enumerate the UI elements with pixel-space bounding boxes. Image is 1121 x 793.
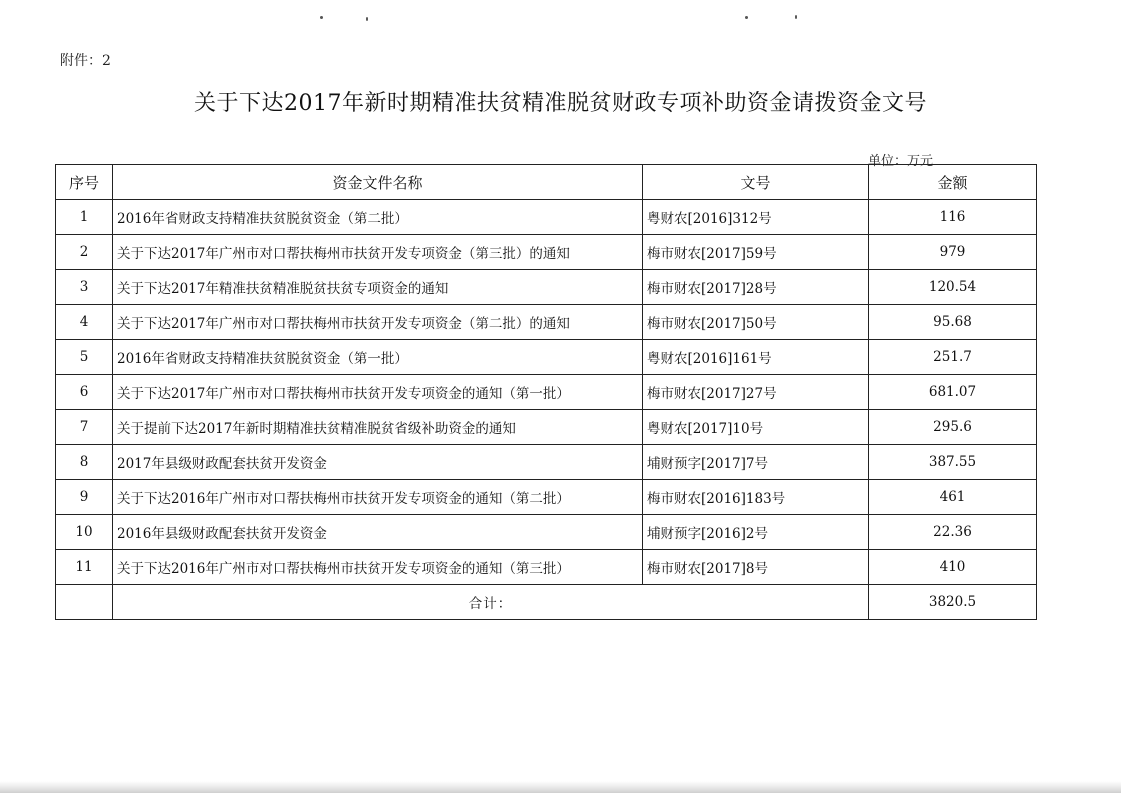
table-row bbox=[56, 480, 1037, 515]
table-row bbox=[56, 375, 1037, 410]
row-amount: 387.55 bbox=[869, 445, 1037, 480]
row-name: 2016年县级财政配套扶贫开发资金 bbox=[113, 515, 643, 550]
row-index: 11 bbox=[56, 550, 113, 585]
row-doc-no: 粤财农[2016]161号 bbox=[643, 340, 869, 375]
row-name: 关于下达2017年广州市对口帮扶梅州市扶贫开发专项资金的通知（第一批） bbox=[113, 375, 643, 410]
row-doc-no: 梅市财农[2017]8号 bbox=[643, 550, 869, 585]
row-name: 关于下达2016年广州市对口帮扶梅州市扶贫开发专项资金的通知（第二批） bbox=[113, 480, 643, 515]
row-doc-no: 梅市财农[2016]183号 bbox=[643, 480, 869, 515]
scan-speck bbox=[745, 16, 748, 19]
table-header-row bbox=[56, 165, 1037, 200]
row-name: 关于下达2017年广州市对口帮扶梅州市扶贫开发专项资金（第二批）的通知 bbox=[113, 305, 643, 340]
total-label: 合计： bbox=[113, 585, 869, 620]
row-doc-no: 粤财农[2016]312号 bbox=[643, 200, 869, 235]
row-name: 关于下达2016年广州市对口帮扶梅州市扶贫开发专项资金的通知（第三批） bbox=[113, 550, 643, 585]
row-name: 关于下达2017年精准扶贫精准脱贫扶贫专项资金的通知 bbox=[113, 270, 643, 305]
row-amount: 120.54 bbox=[869, 270, 1037, 305]
row-name: 2017年县级财政配套扶贫开发资金 bbox=[113, 445, 643, 480]
row-doc-no: 埔财预字[2017]7号 bbox=[643, 445, 869, 480]
row-index: 7 bbox=[56, 410, 113, 445]
table-row bbox=[56, 410, 1037, 445]
row-index: 8 bbox=[56, 445, 113, 480]
table-row bbox=[56, 200, 1037, 235]
header-amount: 金额 bbox=[869, 165, 1037, 200]
table-row bbox=[56, 340, 1037, 375]
scan-speck bbox=[366, 17, 368, 21]
row-amount: 681.07 bbox=[869, 375, 1037, 410]
header-doc-no: 文号 bbox=[643, 165, 869, 200]
table-row bbox=[56, 515, 1037, 550]
row-doc-no: 梅市财农[2017]50号 bbox=[643, 305, 869, 340]
row-amount: 979 bbox=[869, 235, 1037, 270]
row-name: 2016年省财政支持精准扶贫脱贫资金（第二批） bbox=[113, 200, 643, 235]
funds-table bbox=[55, 164, 1037, 620]
row-name: 关于提前下达2017年新时期精准扶贫精准脱贫省级补助资金的通知 bbox=[113, 410, 643, 445]
row-index: 2 bbox=[56, 235, 113, 270]
row-amount: 95.68 bbox=[869, 305, 1037, 340]
row-doc-no: 梅市财农[2017]59号 bbox=[643, 235, 869, 270]
total-amount: 3820.5 bbox=[869, 585, 1037, 620]
table-row bbox=[56, 445, 1037, 480]
document-title: 关于下达2017年新时期精准扶贫精准脱贫财政专项补助资金请拨资金文号 bbox=[194, 91, 927, 116]
row-doc-no: 梅市财农[2017]27号 bbox=[643, 375, 869, 410]
row-amount: 22.36 bbox=[869, 515, 1037, 550]
scan-speck bbox=[795, 15, 797, 19]
row-amount: 116 bbox=[869, 200, 1037, 235]
row-amount: 461 bbox=[869, 480, 1037, 515]
unit-label: 单位：万元 bbox=[868, 154, 934, 169]
row-index: 10 bbox=[56, 515, 113, 550]
row-amount: 410 bbox=[869, 550, 1037, 585]
row-doc-no: 梅市财农[2017]28号 bbox=[643, 270, 869, 305]
row-name: 2016年省财政支持精准扶贫脱贫资金（第一批） bbox=[113, 340, 643, 375]
row-index: 9 bbox=[56, 480, 113, 515]
row-index: 3 bbox=[56, 270, 113, 305]
header-index: 序号 bbox=[56, 165, 113, 200]
scan-speck bbox=[320, 16, 323, 19]
table-row bbox=[56, 550, 1037, 585]
row-index: 5 bbox=[56, 340, 113, 375]
table-row bbox=[56, 235, 1037, 270]
row-amount: 295.6 bbox=[869, 410, 1037, 445]
row-index: 1 bbox=[56, 200, 113, 235]
row-index: 6 bbox=[56, 375, 113, 410]
table-row bbox=[56, 305, 1037, 340]
header-name: 资金文件名称 bbox=[113, 165, 643, 200]
row-amount: 251.7 bbox=[869, 340, 1037, 375]
row-name: 关于下达2017年广州市对口帮扶梅州市扶贫开发专项资金（第三批）的通知 bbox=[113, 235, 643, 270]
table-row bbox=[56, 270, 1037, 305]
row-doc-no: 粤财农[2017]10号 bbox=[643, 410, 869, 445]
total-row bbox=[56, 585, 1037, 620]
attachment-label: 附件：2 bbox=[60, 53, 111, 69]
scan-bottom-edge bbox=[0, 781, 1121, 793]
total-empty-cell bbox=[56, 585, 113, 620]
row-doc-no: 埔财预字[2016]2号 bbox=[643, 515, 869, 550]
row-index: 4 bbox=[56, 305, 113, 340]
